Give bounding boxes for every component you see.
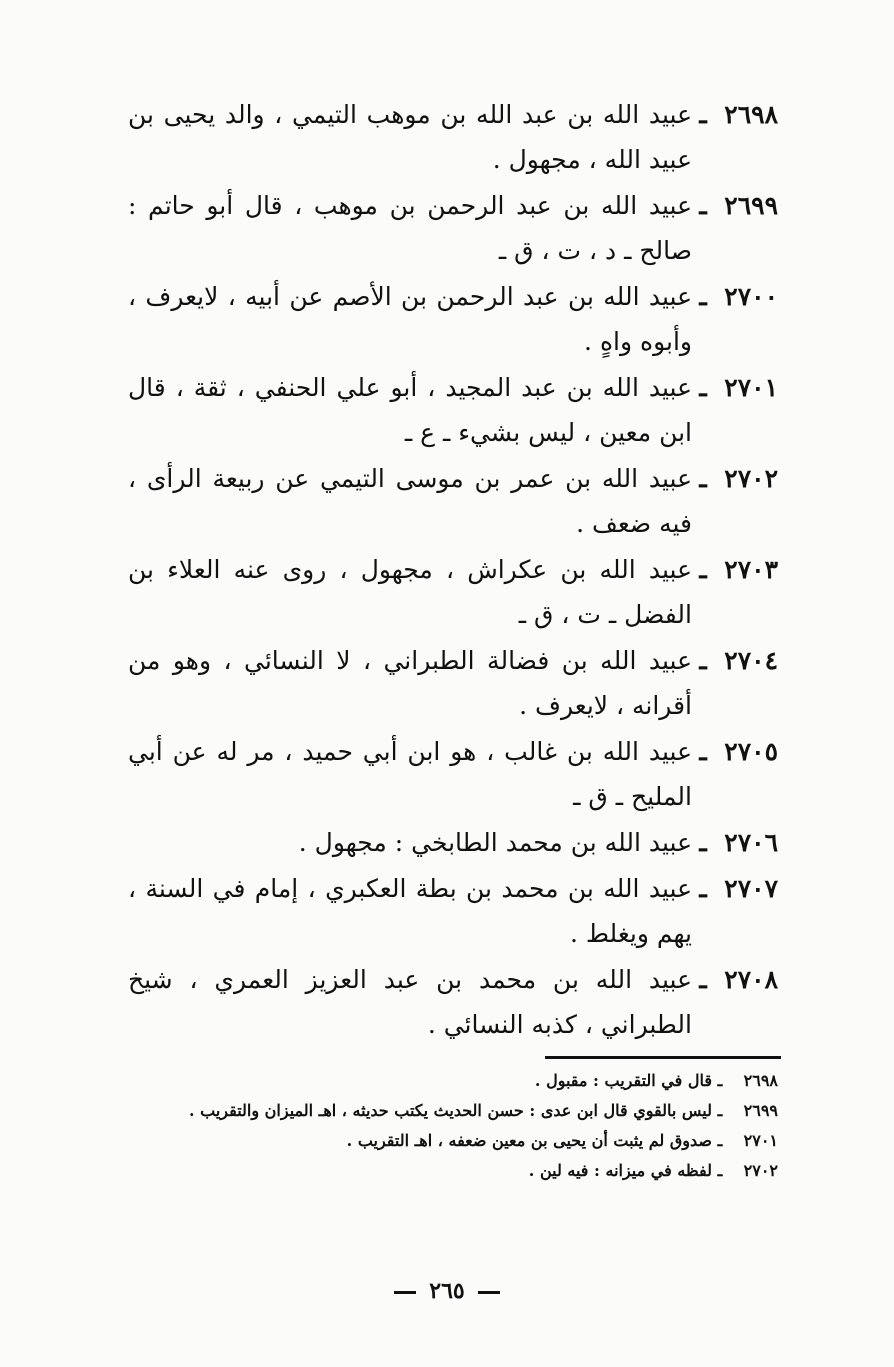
page-number — [0, 1278, 894, 1304]
footnote-2702 — [130, 1156, 778, 1186]
entry-list — [128, 92, 778, 1048]
page-number-bar-left — [394, 1291, 416, 1294]
entry-dash: ـ — [699, 965, 707, 994]
entry-2708 — [128, 957, 778, 1047]
footnote-dash: ـ — [717, 1161, 723, 1180]
entry-number: ٢٧٠١ — [724, 373, 778, 402]
footnote-2699 — [130, 1096, 778, 1126]
footnote-dash: ـ — [717, 1071, 723, 1090]
entry-2705 — [128, 729, 778, 819]
entry-number: ٢٧٠٧ — [724, 874, 778, 903]
entry-2698 — [128, 92, 778, 182]
entry-text: عبيد الله بن عبد الله بن موهب التيمي ، والد يحيى بن عبيد الله ، مجهول . — [128, 100, 692, 174]
entry-2700 — [128, 274, 778, 364]
entry-text: عبيد الله بن عكراش ، مجهول ، روى عنه العلاء بن الفضل ـ ت ، ق ـ — [128, 555, 692, 629]
entry-2701 — [128, 365, 778, 455]
entry-2699 — [128, 183, 778, 273]
entry-number: ٢٧٠٥ — [724, 737, 778, 766]
entry-number: ٢٧٠٢ — [724, 464, 778, 493]
footnote-dash: ـ — [717, 1131, 723, 1150]
footnote-number: ٢٧٠١ — [743, 1131, 778, 1150]
entry-number: ٢٧٠٨ — [724, 965, 778, 994]
entry-dash: ـ — [699, 646, 707, 675]
entry-text: عبيد الله بن فضالة الطبراني ، لا النسائي ، وهو من أقرانه ، لايعرف . — [128, 646, 692, 720]
entry-dash: ـ — [699, 555, 707, 584]
entry-number: ٢٦٩٩ — [724, 191, 778, 220]
entry-text: عبيد الله بن عبد الرحمن بن موهب ، قال أبو حاتم : صالح ـ د ، ت ، ق ـ — [128, 191, 692, 265]
entry-text: عبيد الله بن عبد المجيد ، أبو علي الحنفي ، ثقة ، قال ابن معين ، ليس بشيء ـ ع ـ — [128, 373, 692, 447]
entry-dash: ـ — [699, 100, 707, 129]
footnote-2701 — [130, 1126, 778, 1156]
entry-text: عبيد الله بن عبد الرحمن بن الأصم عن أبيه ، لايعرف ، وأبوه واهٍ . — [128, 282, 692, 356]
page-number-value: ٢٦٥ — [429, 1278, 465, 1304]
entry-text: عبيد الله بن غالب ، هو ابن أبي حميد ، مر له عن أبي المليح ـ ق ـ — [128, 737, 692, 811]
footnote-text: لفظه في ميزانه : فيه لين . — [528, 1161, 712, 1180]
entry-number: ٢٧٠٦ — [724, 828, 778, 857]
footnote-text: ليس بالقوي قال ابن عدى : حسن الحديث يكتب حديثه ، اهـ الميزان والتقريب . — [189, 1101, 712, 1120]
entry-number: ٢٧٠٣ — [724, 555, 778, 584]
entry-2702 — [128, 456, 778, 546]
entry-text: عبيد الله بن محمد بن عبد العزيز العمري ، شيخ الطبراني ، كذبه النسائي . — [128, 965, 692, 1039]
entry-dash: ـ — [699, 874, 707, 903]
entry-number: ٢٧٠٤ — [724, 646, 778, 675]
footnote-number: ٢٧٠٢ — [743, 1161, 778, 1180]
footnote-dash: ـ — [717, 1101, 723, 1120]
entry-number: ٢٧٠٠ — [724, 282, 778, 311]
footnote-2698 — [130, 1066, 778, 1096]
entry-dash: ـ — [699, 282, 707, 311]
entry-dash: ـ — [699, 373, 707, 402]
footnote-text: قال في التقريب : مقبول . — [534, 1071, 712, 1090]
entry-dash: ـ — [699, 191, 707, 220]
entry-text: عبيد الله بن محمد بن بطة العكبري ، إمام في السنة ، يهم ويغلط . — [128, 874, 692, 948]
page-number-bar-right — [478, 1291, 500, 1294]
footnote-text: صدوق لم يثبت أن يحيى بن معين ضعفه ، اهـ التقريب . — [346, 1131, 712, 1150]
footnote-number: ٢٦٩٨ — [743, 1071, 778, 1090]
footnotes — [130, 1066, 778, 1186]
entry-dash: ـ — [699, 737, 707, 766]
entry-2704 — [128, 638, 778, 728]
entry-2707 — [128, 866, 778, 956]
entry-text: عبيد الله بن محمد الطابخي : مجهول . — [298, 828, 692, 857]
footnote-number: ٢٦٩٩ — [743, 1101, 778, 1120]
footnote-divider — [545, 1056, 781, 1059]
entry-2706 — [128, 820, 778, 865]
entry-text: عبيد الله بن عمر بن موسى التيمي عن ربيعة الرأى ، فيه ضعف . — [128, 464, 692, 538]
entry-dash: ـ — [699, 464, 707, 493]
entry-2703 — [128, 547, 778, 637]
entry-dash: ـ — [699, 828, 707, 857]
entry-number: ٢٦٩٨ — [724, 100, 778, 129]
